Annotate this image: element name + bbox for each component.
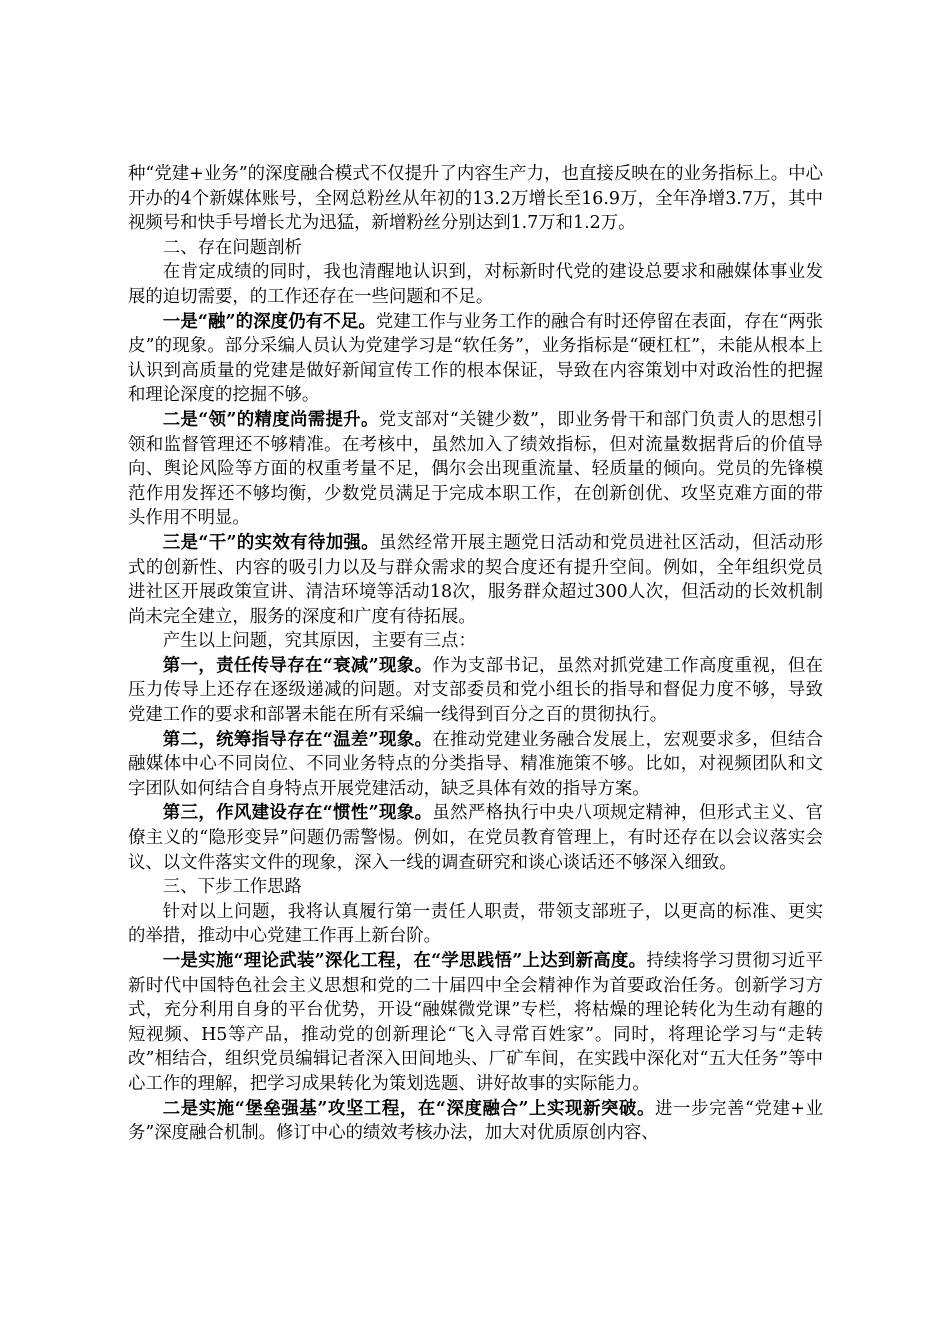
paragraph-problem-1: 一是“融”的深度仍有不足。党建工作与业务工作的融合有时还停留在表面，存在“两张皮”的现象。部分采编人员认为党建学习是“软任务”，业务指标是“硬杠杠”，未能从根本上认识到高质量的党建是做好新闻宣传工作的根本保证，导致在内容策划中对政治性的把握和理论深度的挖掘不够。	[128, 311, 823, 406]
section-heading-next-steps: 三、下步工作思路	[162, 877, 302, 898]
paragraph-lead: 二是实施“堡垒强基”攻坚工程，在“深度融合”上实现新突破。	[162, 1098, 655, 1119]
paragraph-causes-intro: 产生以上问题，究其原因，主要有三点：	[162, 631, 476, 652]
paragraph-step-1: 一是实施“理论武装”深化工程，在“学思践悟”上达到新高度。持续将学习贯彻习近平新时代中国特色社会主义思想和党的二十届四中全会精神作为首要政治任务。创新学习方式，充分利用自身的平台优势，开设“融媒微党课”专栏，将枯燥的理论转化为生动有趣的短视频、H5等产品，推动党的创新理论“飞入寻常百姓家”。同时，将理论学习与“走转改”相结合，组织党员编辑记者深入田间地头、厂矿车间，在实践中深化对“五大任务”等中心工作的理解，把学习成果转化为策划选题、讲好故事的实际能力。	[128, 951, 823, 1094]
paragraph-lead: 第一，责任传导存在“衰减”现象。	[162, 655, 433, 676]
paragraph-intro: 种“党建+业务”的深度融合模式不仅提升了内容生产力，也直接反映在的业务指标上。中心开办的4个新媒体账号，全网总粉丝从年初的13.2万增长至16.9万，全年净增3.7万，其中视频号和快手号增长尤为迅猛，新增粉丝分别达到1.7万和1.2万。	[128, 164, 823, 234]
paragraph-problems-intro: 在肯定成绩的同时，我也清醒地认识到，对标新时代党的建设总要求和融媒体事业发展的迫切需要，的工作还存在一些问题和不足。	[128, 262, 823, 307]
paragraph-next-steps-intro: 针对以上问题，我将认真履行第一责任人职责，带领支部班子，以更高的标准、更实的举措，推动中心党建工作再上新台阶。	[128, 901, 823, 947]
paragraph-cause-3: 第三，作风建设存在“惯性”现象。虽然严格执行中央八项规定精神，但形式主义、官僚主义的“隐形变异”问题仍需警惕。例如，在党员教育管理上，有时还存在以会议落实会议、以文件落实文件的现象，深入一线的调查研究和谈心谈话还不够深入细致。	[128, 803, 823, 873]
paragraph-lead: 一是实施“理论武装”深化工程，在“学思践悟”上达到新高度。	[162, 951, 647, 971]
paragraph-lead: 二是“领”的精度尚需提升。	[162, 409, 379, 430]
section-heading-problems: 二、存在问题剖析	[162, 237, 302, 258]
paragraph-step-2: 二是实施“堡垒强基”攻坚工程，在“深度融合”上实现新突破。进一步完善“党建+业务”深度融合机制。修订中心的绩效考核办法，加大对优质原创内容、	[128, 1098, 823, 1144]
document-page	[128, 162, 823, 1146]
paragraph-lead: 一是“融”的深度仍有不足。	[162, 311, 376, 332]
paragraph-problem-2: 二是“领”的精度尚需提升。党支部对“关键少数”，即业务骨干和部门负责人的思想引领和监督管理还不够精准。在考核中，虽然加入了绩效指标，但对流量数据背后的价值导向、舆论风险等方面的权重考量不足，偶尔会出现重流量、轻质量的倾向。党员的先锋模范作用发挥还不够均衡，少数党员满足于完成本职工作，在创新创优、攻坚克难方面的带头作用不明显。	[128, 409, 823, 529]
paragraph-problem-3: 三是“干”的实效有待加强。虽然经常开展主题党日活动和党员进社区活动，但活动形式的创新性、内容的吸引力以及与群众需求的契合度还有提升空间。例如，全年组织党员进社区开展政策宣讲、清洁环境等活动18次，服务群众超过300人次，但活动的长效机制尚未完全建立，服务的深度和广度有待拓展。	[128, 532, 823, 627]
paragraph-lead: 三是“干”的实效有待加强。	[162, 532, 380, 553]
paragraph-lead: 第三，作风建设存在“惯性”现象。	[162, 803, 433, 824]
paragraph-lead: 第二，统筹指导存在“温差”现象。	[162, 729, 433, 750]
paragraph-cause-1: 第一，责任传导存在“衰减”现象。作为支部书记，虽然对抓党建工作高度重视，但在压力传导上还存在逐级递减的问题。对支部委员和党小组长的指导和督促力度不够，导致党建工作的要求和部署未能在所有采编一线得到百分之百的贯彻执行。	[128, 655, 823, 726]
paragraph-cause-2: 第二，统筹指导存在“温差”现象。在推动党建业务融合发展上，宏观要求多，但结合融媒体中心不同岗位、不同业务特点的分类指导、精准施策不够。比如，对视频团队和文字团队如何结合自身特点开展党建活动，缺乏具体有效的指导方案。	[128, 729, 823, 799]
